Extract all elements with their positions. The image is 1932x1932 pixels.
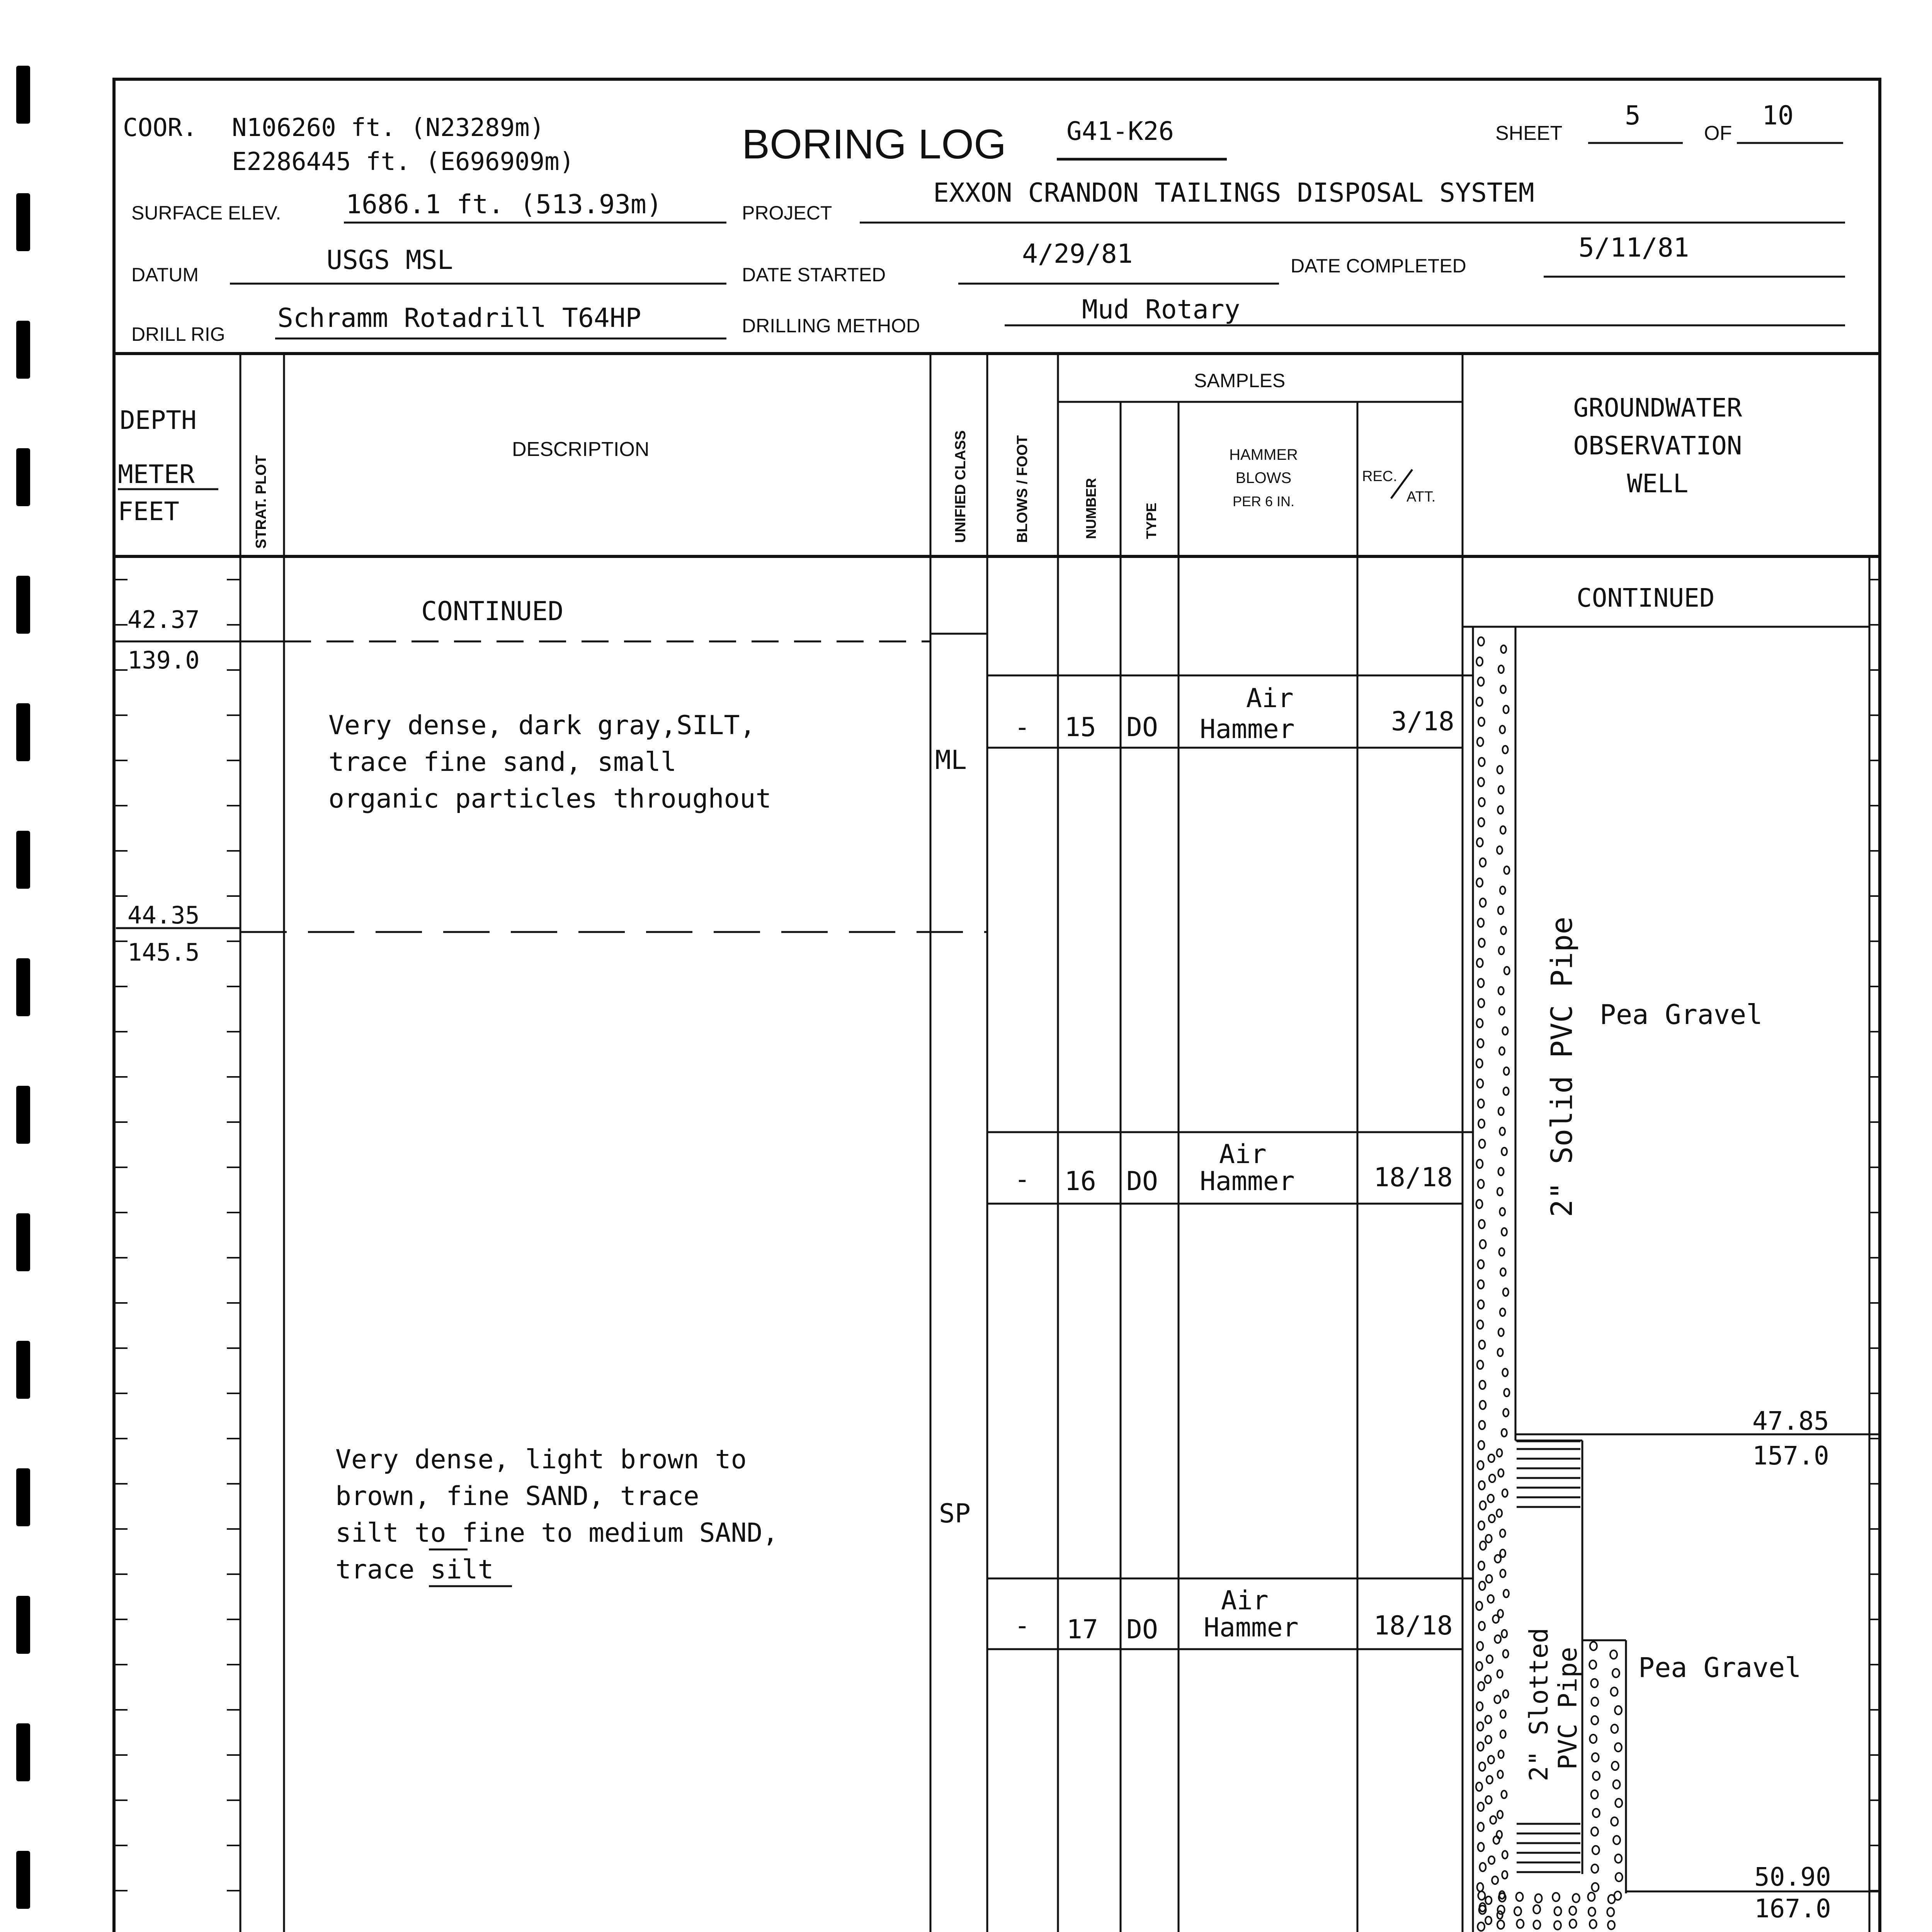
sample-type: DO (1126, 1614, 1158, 1645)
well-continued: CONTINUED (1577, 583, 1715, 613)
depth-meter-2: 44.35 (128, 901, 200, 929)
coor-label: COOR. (123, 114, 197, 142)
col-number: NUMBER (1083, 478, 1099, 539)
col-rec: REC. (1362, 468, 1397, 485)
layer2-desc-line1: Very dense, light brown to (335, 1444, 747, 1475)
project-value: EXXON CRANDON TAILINGS DISPOSAL SYSTEM (933, 178, 1534, 208)
sample-blows: - (1014, 1611, 1030, 1641)
drilling-method-label: DRILLING METHOD (742, 315, 920, 337)
col-depth: DEPTH (120, 405, 197, 435)
col-hammer-2: BLOWS (1235, 469, 1292, 486)
drill-rig-value: Schramm Rotadrill T64HP (277, 303, 641, 333)
sample-blows: - (1014, 1164, 1030, 1195)
depth-feet-1: 139.0 (128, 646, 200, 674)
col-gw-2: OBSERVATION (1573, 431, 1742, 461)
layer1-desc-line3: organic particles throughout (328, 784, 772, 814)
layer2-desc-line2: brown, fine SAND, trace (335, 1481, 699, 1512)
col-type: TYPE (1143, 502, 1159, 539)
slotted-pipe-label-2: PVC Pipe (1553, 1647, 1583, 1770)
col-unified-class: UNIFIED CLASS (952, 430, 969, 543)
col-strat-plot: STRAT. PLOT (253, 455, 269, 549)
date-completed-value: 5/11/81 (1578, 233, 1689, 263)
sample-hammer-2: Hammer (1204, 1612, 1299, 1643)
sample-recovery: 3/18 (1391, 706, 1454, 737)
depth-ticks (114, 580, 240, 1932)
well-depth-a-meter: 47.85 (1752, 1406, 1829, 1436)
col-att: ATT. (1406, 489, 1436, 505)
datum-label: DATUM (131, 264, 199, 286)
sample-number: 17 (1066, 1614, 1098, 1645)
depth-meter-1: 42.37 (128, 605, 200, 634)
sample-hammer-1: Air (1221, 1585, 1269, 1616)
sample-number: 15 (1065, 712, 1096, 743)
sheet-total: 10 (1762, 100, 1794, 131)
sample-recovery: 18/18 (1374, 1611, 1453, 1641)
sheet-label: SHEET (1495, 122, 1563, 145)
date-completed-label: DATE COMPLETED (1291, 255, 1466, 277)
observation-well (1463, 583, 1880, 1932)
project-label: PROJECT (742, 202, 832, 224)
sample-type: DO (1126, 1166, 1158, 1197)
sample-hammer-1: Air (1219, 1139, 1267, 1170)
well-depth-ticks (1869, 580, 1880, 1932)
layer2-desc-line4: trace silt (335, 1554, 494, 1585)
solid-pipe-label: 2" Solid PVC Pipe (1544, 917, 1579, 1217)
col-samples: SAMPLES (1194, 370, 1286, 391)
sample-15 (1014, 683, 1454, 745)
layer1-desc-line1: Very dense, dark gray,SILT, (328, 710, 756, 741)
col-meter: METER (118, 459, 195, 489)
sample-type: DO (1126, 712, 1158, 743)
surface-elev-value: 1686.1 ft. (513.93m) (346, 189, 662, 220)
drilling-method-value: Mud Rotary (1082, 294, 1240, 325)
col-description: DESCRIPTION (512, 438, 650, 461)
date-started-label: DATE STARTED (742, 264, 886, 286)
pea-gravel-middle: Pea Gravel (1638, 1652, 1801, 1684)
col-gw-1: GROUNDWATER (1573, 393, 1742, 423)
layer2-uscs: SP (939, 1498, 971, 1529)
sample-blows: - (1014, 712, 1030, 743)
date-started-value: 4/29/81 (1022, 239, 1133, 269)
sample-hammer-2: Hammer (1200, 714, 1295, 745)
sample-hammer-2: Hammer (1200, 1166, 1295, 1197)
boring-id: G41-K26 (1066, 116, 1174, 146)
of-label: OF (1704, 122, 1732, 145)
coor-line1: N106260 ft. (N23289m) (232, 114, 545, 142)
col-feet: FEET (118, 497, 179, 526)
well-depth-b-meter: 50.90 (1754, 1862, 1831, 1892)
col-blows-foot: BLOWS / FOOT (1014, 435, 1031, 543)
coor-line2: E2286445 ft. (E696909m) (232, 148, 575, 176)
sample-16 (1014, 1139, 1453, 1197)
drill-rig-label: DRILL RIG (131, 323, 225, 345)
binder-holes (16, 66, 30, 1932)
header (123, 100, 1845, 345)
layer1-uscs: ML (935, 745, 967, 776)
pea-gravel-upper: Pea Gravel (1600, 999, 1763, 1031)
well-depth-b-feet: 167.0 (1754, 1894, 1831, 1923)
log-body (114, 596, 1454, 1932)
sample-hammer-1: Air (1246, 683, 1294, 714)
layer1-desc-line2: trace fine sand, small (328, 747, 677, 777)
sheet-number: 5 (1625, 100, 1641, 131)
well-depth-a-feet: 157.0 (1752, 1441, 1829, 1471)
col-hammer-1: HAMMER (1229, 446, 1298, 463)
continued-top: CONTINUED (421, 596, 564, 627)
sample-number: 16 (1065, 1166, 1096, 1197)
col-hammer-3: PER 6 IN. (1232, 493, 1295, 509)
depth-feet-2: 145.5 (128, 938, 200, 966)
surface-elev-label: SURFACE ELEV. (131, 202, 281, 224)
sample-row-lines (930, 634, 1472, 1932)
datum-value: USGS MSL (327, 245, 453, 276)
layer2-desc-line3: silt to fine to medium SAND, (335, 1518, 779, 1548)
page-title: BORING LOG (742, 121, 1007, 167)
sample-recovery: 18/18 (1374, 1162, 1453, 1193)
sample-17 (1014, 1585, 1453, 1645)
slotted-pipe-label-1: 2" Slotted (1524, 1628, 1554, 1781)
col-gw-3: WELL (1627, 469, 1689, 498)
